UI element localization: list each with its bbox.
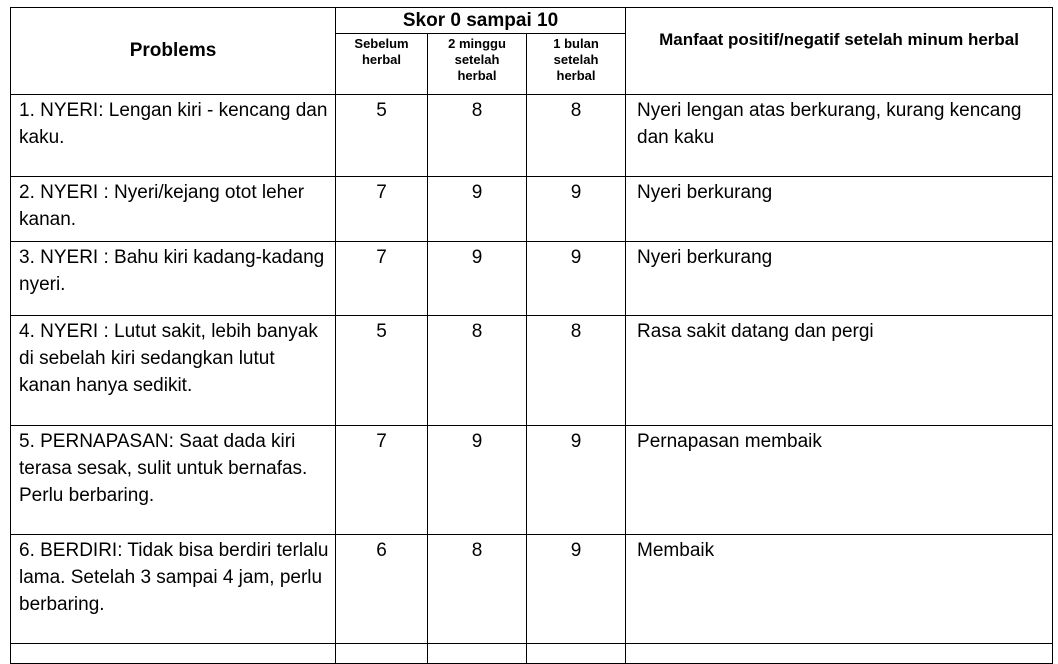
header-before-line2: herbal xyxy=(361,52,401,67)
score-one-month: 9 xyxy=(527,242,626,316)
score-one-month: 8 xyxy=(527,95,626,177)
header-two-weeks-line3: herbal xyxy=(457,68,497,83)
score-two-weeks: 9 xyxy=(428,177,527,242)
problem-cell: 1. NYERI: Lengan kiri - kencang dan kaku. xyxy=(11,95,336,177)
problem-cell: 4. NYERI : Lutut sakit, lebih banyak di sebelah kiri sedangkan lutut kanan hanya sedikit. xyxy=(11,316,336,426)
header-one-month-line2: setelah xyxy=(553,52,599,67)
problem-cell: 5. PERNAPASAN: Saat dada kiri terasa sesak, sulit untuk bernafas. Perlu berbaring. xyxy=(11,426,336,535)
herbal-score-table xyxy=(10,7,1053,664)
table-row xyxy=(11,426,1053,535)
score-one-month: 8 xyxy=(527,316,626,426)
score-two-weeks: 8 xyxy=(428,316,527,426)
header-one-month-line3: herbal xyxy=(556,68,596,83)
score-two-weeks: 9 xyxy=(428,426,527,535)
score-one-month: 9 xyxy=(527,426,626,535)
score-one-month: 9 xyxy=(527,535,626,644)
problem-cell: 2. NYERI : Nyeri/kejang otot leher kanan. xyxy=(11,177,336,242)
score-two-weeks: 9 xyxy=(428,242,527,316)
score-two-weeks: 8 xyxy=(428,95,527,177)
header-two-weeks xyxy=(428,34,527,95)
score-before: 7 xyxy=(336,177,428,242)
benefit-cell: Nyeri berkurang xyxy=(626,177,1053,242)
score-before: 5 xyxy=(336,316,428,426)
benefit-cell: Rasa sakit datang dan pergi xyxy=(626,316,1053,426)
score-before: 6 xyxy=(336,535,428,644)
header-before xyxy=(336,34,428,95)
score-before: 7 xyxy=(336,426,428,535)
table-row xyxy=(11,177,1053,242)
benefit-cell: Membaik xyxy=(626,535,1053,644)
header-two-weeks-line1: 2 minggu xyxy=(448,36,506,51)
problem-cell: 3. NYERI : Bahu kiri kadang-kadang nyeri. xyxy=(11,242,336,316)
table-row xyxy=(11,242,1053,316)
header-before-line1: Sebelum xyxy=(354,36,409,51)
header-two-weeks-line2: setelah xyxy=(454,52,500,67)
table-row xyxy=(11,535,1053,644)
benefit-cell: Pernapasan membaik xyxy=(626,426,1053,535)
problem-cell: 6. BERDIRI: Tidak bisa berdiri terlalu lama. Setelah 3 sampai 4 jam, perlu berbaring. xyxy=(11,535,336,644)
header-score-title: Skor 0 sampai 10 xyxy=(336,8,626,34)
header-benefit: Manfaat positif/negatif setelah minum herbal xyxy=(626,8,1053,95)
score-one-month: 9 xyxy=(527,177,626,242)
header-one-month xyxy=(527,34,626,95)
score-before: 7 xyxy=(336,242,428,316)
benefit-cell: Nyeri berkurang xyxy=(626,242,1053,316)
table-row xyxy=(11,95,1053,177)
score-two-weeks: 8 xyxy=(428,535,527,644)
score-before: 5 xyxy=(336,95,428,177)
header-one-month-line1: 1 bulan xyxy=(553,36,599,51)
header-problems: Problems xyxy=(11,8,336,95)
benefit-cell: Nyeri lengan atas berkurang, kurang kencang dan kaku xyxy=(626,95,1053,177)
table-row xyxy=(11,316,1053,426)
